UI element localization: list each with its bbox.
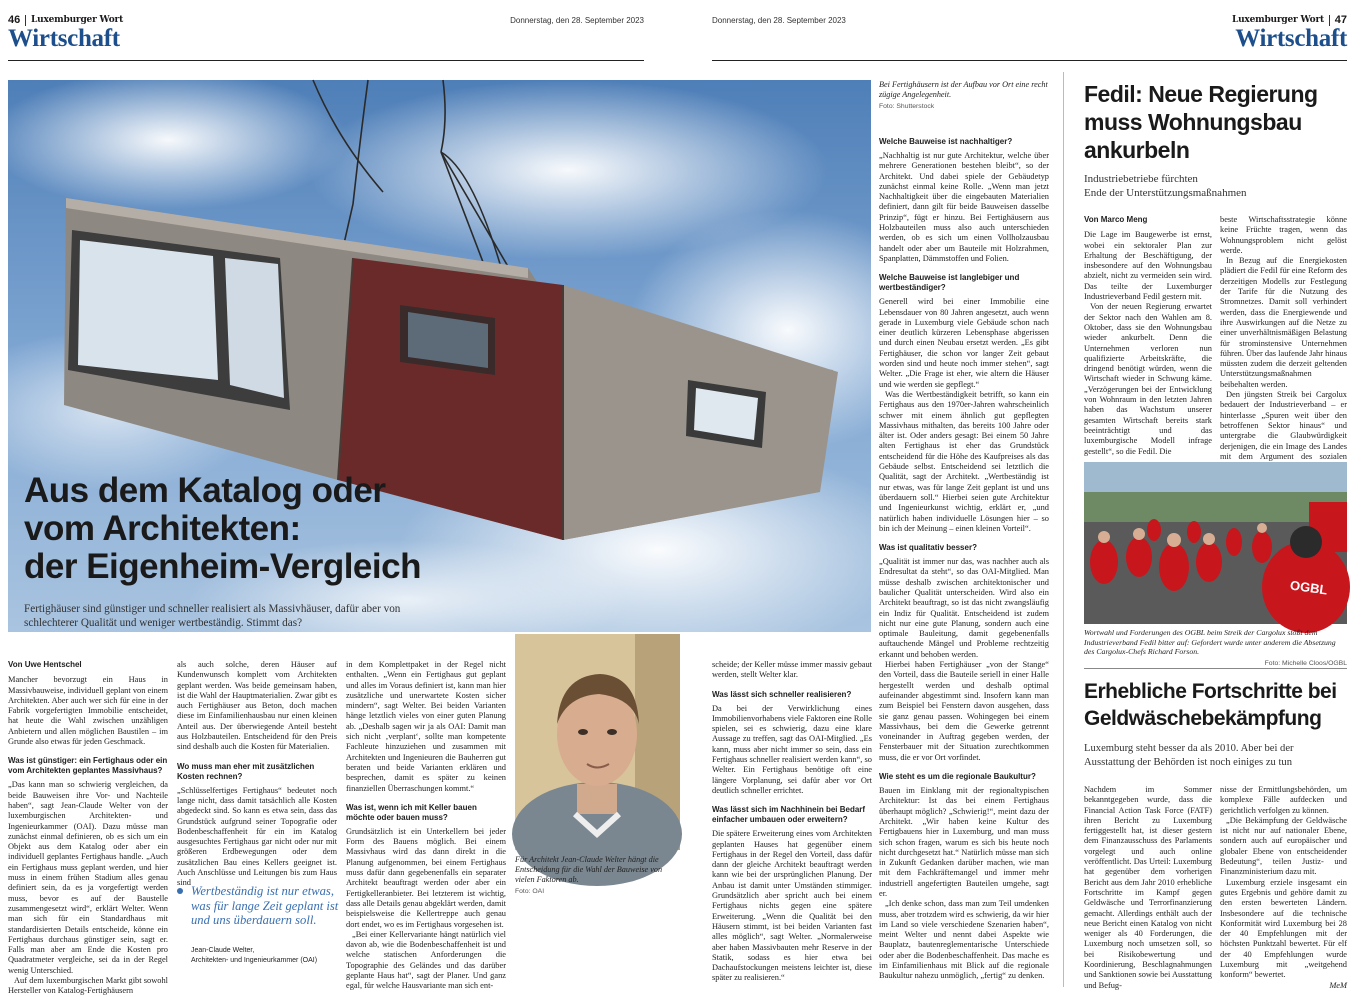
- right-masthead: Luxemburger Wort: [1231, 15, 1324, 25]
- subheading: Welche Bauweise ist langlebiger und wertbeständiger?: [879, 273, 1020, 293]
- gw-dek-line-1: Luxemburg steht besser da als 2010. Aber bei der: [1084, 743, 1294, 754]
- paragraph: Luxemburg erziele insgesamt ein gutes Ergebnis und gehöre damit zu den ersten bewerteten Ländern. Insbesondere auf die technische Konformität wird Luxemburg bei 28 der 40 Empfehlungen mit der höchsten Punktzahl bewertet. Für elf der 40 Empfehlungen wurde Luxemburg mit „weitgehend konform“ bewertet.: [1220, 877, 1347, 980]
- quote-text: Wertbeständig ist nur etwas, was für lange Zeit geplant ist und uns überdauern soll.: [191, 884, 339, 927]
- subheading: Was ist, wenn ich mit Keller bauen möchte oder bauen muss?: [346, 802, 477, 822]
- left-section-title: Wirtschaft: [8, 25, 120, 52]
- fedil-dek-line-2: Ende der Unterstützungsmaßnahmen: [1084, 187, 1247, 199]
- gw-dek-line-2: Ausstattung der Behörden ist noch einiges zu tun: [1084, 756, 1293, 768]
- fedil-headline-line-1: Fedil: Neue Regierung: [1084, 81, 1318, 107]
- paragraph: „Das kann man so schwierig vergleichen, da beide Bauweisen ihre Vor- und Nachteile haben“, sagt Jean-Claude Welter von der luxemburgischen Architekten- und Ingenieurkammer (OAI). Dazu müsse man zunächst einmal definieren, ob es sich um ein Objekt aus dem Katalog oder aber ein individuell geplantes Fertighaus handle. „Auch ein Fertighaus muss geplant werden, und hier muss in einem frühen Stadium alles genau definiert sein, da es ja vorgefertigt werden muss, bevor es auf der Baustelle zusammengesetzt wird“, erklärt Welter. Wenn man sich für ein Standardhaus mit standardisierten Details entscheide, könne ein Fertighaus durchaus günstiger sein, sagt er. Falls man aber am Ende die Kosten pro Quadratmeter vergleiche, sei da in der Regel wenig Unterschied.: [8, 780, 168, 975]
- left-page-number: 46: [8, 14, 21, 26]
- paragraph: „Ich denke schon, dass man zum Teil umdenken muss, aber trotzdem wird es schwierig, da wir hier im Land so viele verschiedene Szenarien haben“, meint Welter und nennt dabei Aspekte wie Bauplatz, bautenreglementarische Unterschiede oder aber die Bodenbeschaffenheit. Das mache es im Einfamilienhaus mit Blick auf die regionale Baukultur nahezu unmöglich, „fertig“ zu denken.: [879, 899, 1049, 981]
- paragraph: nisse der Ermittlungsbehörden, um komplexe Fälle aufdecken und gerichtlich verfolgen zu können.: [1220, 785, 1347, 815]
- fedil-dek-line-1: Industriebetriebe fürchten: [1084, 173, 1198, 185]
- quote-dot-icon: [177, 888, 183, 894]
- paragraph: Grundsätzlich ist ein Unterkellern bei jeder Form des Bauens möglich. Bei einem Massivhaus wird das dann direkt in die Planung aufgenommen, bei einem Fertighaus muss dafür dann gegebenenfalls ein separater Architekt beauftragt werden oder aber ein Fertigkelleranbieter. Bei letzterem ist wichtig, dass alle Details genau abgeklärt werden, damit beispielsweise die Kellertreppe auch genau dort endet, wo es im Fertighaus vorgesehen ist.: [346, 826, 506, 929]
- main-article-col-1: [8, 660, 168, 996]
- paragraph: In Bezug auf die Energiekosten plädiert die Fedil für eine Reform des derzeitigen Modells zur Festlegung der Tarife für die Nutzung des Stromnetzes. Damit soll verhindert werden, dass die Energiewende und ihre Auswirkungen auf die Netze zu einer unverhältnismäßigen Belastung für strominstensive Unternehmen führen. Über das laufende Jahr hinaus müssten zudem die derzeit geltenden Unterstützungsmaßnahmen beibehalten werden.: [1220, 256, 1347, 389]
- quote-author: Jean-Claude Welter,: [191, 947, 255, 954]
- main-dek: Fertighäuser sind günstiger und schneller realisiert als Massivhäuser, dafür aber von schlechterer Qualität und weniger wertbeständig. Stimmt das?: [24, 603, 401, 629]
- fedil-bottom-rule: [1084, 668, 1347, 669]
- paragraph: Generell wird bei einer Immobilie eine Lebensdauer von 80 Jahren angesetzt, auch wenn gerade in Luxemburg viele Gebäude schon nach einer deutlich kürzeren Lebensphase abgerissen und durch einen Neubau ersetzt werden. „Es gibt Fertighäuser, die schon vor langer Zeit gebaut worden sind und heute noch immer stehen“, sagt Welter. „Die Frage ist eher, wie altern die Häuser und wie werden sie gepflegt.“: [879, 297, 1049, 389]
- right-date: Donnerstag, den 28. September 2023: [712, 16, 846, 25]
- ogbl-photo-caption: [1084, 628, 1347, 668]
- right-page-header: [712, 12, 1347, 62]
- subheading: Wo muss man eher mit zusätzlichen Kosten rechnen?: [177, 761, 315, 781]
- ogbl-strike-illustration: [1084, 462, 1347, 624]
- main-byline: Von Uwe Hentschel: [8, 660, 82, 669]
- hero-photo-caption: [879, 80, 1049, 112]
- right-column-separator: [1063, 72, 1064, 987]
- col1-body: [8, 675, 168, 996]
- fedil-col-b-body: [1220, 215, 1347, 472]
- right-header-rule: [712, 60, 1347, 61]
- subheading: Welche Bauweise ist nachhaltiger?: [879, 137, 1013, 146]
- main-headline-line-3: der Eigenheim-Vergleich: [24, 547, 421, 586]
- paragraph: Die spätere Erweiterung eines vom Architekten geplanten Hauses hat gegenüber einem Fertighaus in der Regel den Vorteil, dass dafür dann der gleiche Architekt beauftragt werden kann wie bei der ursprünglichen Planung. Der Anbau ist damit unter Umständen stimmiger. Grundsätzlich aber spricht auch bei einem Fertighaus nichts gegen eine spätere Erweiterung. „Wenn die Qualität bei den Häusern stimmt, ist bei beiden Varianten fast alles möglich“, sagt Welter. „Normalerweise aber haben Massivbauten mehr Reserve in der Statik, sodass es hier etwa bei Dachaufstockungen meistens leichter ist, diese später zu realisieren.“: [712, 829, 872, 983]
- fedil-col-a-body: [1084, 230, 1212, 457]
- paragraph: „Die Bekämpfung der Geldwäsche ist nicht nur auf nationaler Ebene, sondern auch auf europäischer und globaler Ebene von entscheidender Bedeutung“, teilen Justiz- und Finanzministerium dazu mit.: [1220, 815, 1347, 877]
- subheading: Was lässt sich schneller realisieren?: [712, 689, 852, 699]
- main-headline: [24, 472, 624, 586]
- fedil-headline-line-2: muss Wohnungsbau: [1084, 109, 1302, 135]
- subheading: Was ist qualitativ besser?: [879, 543, 977, 553]
- pull-quote: [177, 884, 337, 984]
- col2-body: [177, 660, 337, 889]
- subheading: Was ist günstiger: ein Fertighaus oder ein vom Architekten geplantes Massivhaus?: [8, 756, 168, 776]
- portrait-caption-text: Für Architekt Jean-Claude Welter hängt die Entscheidung für die Wahl der Bauweise von vielen Faktoren ab.: [515, 855, 663, 884]
- gw-headline: [1084, 678, 1354, 732]
- main-article-col-4: [712, 660, 872, 985]
- col3-body: [346, 660, 506, 992]
- fedil-col-a: [1084, 215, 1212, 455]
- paragraph: in dem Komplettpaket in der Regel nicht enthalten. „Wenn ein Fertighaus gut geplant und alles im Voraus definiert ist, kann man hier zusätzliche und unerwartete Kosten sicher mindern“, sagt Welter. Bei beiden Varianten hänge letztlich vieles von einer guten Planung ab. „Deshalb sagen wir ja als OAI: Damit man sich nicht ‚verplant‘, sollte man kompetente Fachleute hinzuziehen und zusammen mit Architekten und Ingenieuren die Bauherren gut beraten und beide Varianten erklären und besprechen, damit es später zu keinen finanziellen Überraschungen kommt.“: [346, 660, 506, 793]
- portrait-credit: Foto: OAI: [515, 888, 545, 895]
- fedil-dek: [1084, 172, 1354, 200]
- fedil-headline: [1084, 80, 1354, 164]
- paragraph: Den jüngsten Streik bei Cargolux bedauert der Industrieverband – er hinterlasse „Spuren weit über den betroffenen Sektor hinaus“ und untergrabe die Glaubwürdigkeit derjenigen, die ein Image des Landes mit dem Argument des sozialen: [1220, 390, 1347, 461]
- paragraph: „Nachhaltig ist nur gute Architektur, welche über mehrere Generationen bestehen bleibt“, so der Architekt. Und dabei spiele der Gebäudetyp zunächst einmal keine Rolle. „Wenn man jetzt Nachhaltigkeit über die eingebauten Materialien definiert, dann gilt für beide Bauweisen dasselbe Prinzip“, fügt er hinzu. Bei Fertighäusern aus Holzbauteilen muss also auch unterschieden werden, ob es sich um einen Vollholzausbau handelt oder aber um Bauteile mit Holzrahmen, Spanplatten, Dämmstoffen und Folien.: [879, 151, 1049, 263]
- hero-caption-text: Bei Fertighäusern ist der Aufbau vor Ort eine recht zügige Angelegenheit.: [879, 80, 1048, 99]
- gw-col-a: [1084, 785, 1212, 990]
- paragraph: Bauen im Einklang mit der regionaltypischen Architektur: Ist das bei einem Fertighaus überhaupt möglich? „Schwierig!“, meint dazu der Architekt. „Wir haben keine Kultur des Fertigbauens hier in Luxemburg, und man muss sich schon fragen, warum es sich bis heute noch nicht durchgesetzt hat.“ Natürlich müsse man sich in Zukunft Gedanken darüber machen, wie man mit dem Fachkräftemangel und immer mehr industriell angefertigten Bauteilen umgehe, sagt er.: [879, 786, 1049, 898]
- hero-photo-credit: Foto: Shutterstock: [879, 103, 935, 110]
- main-headline-line-2: vom Architekten:: [24, 509, 301, 548]
- quote-role: Architekten- und Ingenieurkammer (OAI): [191, 957, 318, 964]
- paragraph: „Bei einer Kellervariante hängt natürlich viel davon ab, wie die Bodenbeschaffenheit ist und welche statischen Anforderungen die Topographie des Geländes und das darüber geplante Haus hat“, sagt der Planer. Und ganz egal, für welche Hausvariante man sich ent-: [346, 929, 506, 991]
- main-article-col-5: [879, 128, 1049, 985]
- col5-body: [879, 137, 1049, 982]
- gw-headline-line-2: Geldwäschebekämpfung: [1084, 707, 1322, 730]
- architect-portrait: [515, 634, 680, 850]
- paragraph: scheide; der Keller müsse immer massiv gebaut werden, stellt Welter klar.: [712, 660, 873, 680]
- fedil-headline-line-3: ankurbeln: [1084, 137, 1190, 163]
- left-date: Donnerstag, den 28. September 2023: [510, 16, 644, 25]
- paragraph: „Schlüsselfertiges Fertighaus“ bedeutet noch lange nicht, dass damit tatsächlich alle Kosten abgedeckt sind. So kann es etwa sein, dass das Grundstück aufgrund seiner Topografie oder Bodenbeschaffenheit für ein im Katalog ausgesuchtes Fertighaus gar nicht oder nur mit größeren Erdbewegungen oder dem zusätzlichen Bau eines Kellers geeignet ist. Auch Anschlüsse und Leitungen bis zum Haus sind: [177, 785, 337, 888]
- main-article-col-2: [177, 660, 337, 888]
- fedil-col-b: [1220, 215, 1347, 461]
- paragraph: Da bei der Verwirklichung eines Immobilienvorhabens viele Faktoren eine Rolle spielen, sei es schwierig, dazu eine klare Aussage zu treffen, sagt das OAI-Mitglied. „Es kann, muss aber nicht immer so sein, dass ein Fertighaus schneller realisiert werden kann“, so Welter. Ein Fertighaus benötige oft eine längere Vorplanung, sei dafür aber vor Ort deutlich schneller errichtet.: [712, 703, 873, 795]
- main-headline-line-1: Aus dem Katalog oder: [24, 471, 386, 510]
- left-masthead: Luxemburger Wort: [31, 15, 124, 25]
- paragraph: Die Lage im Baugewerbe ist ernst, wobei ein sektoraler Plan zur Erhaltung der Beschäftigung, der insbesondere auf den Wohnungsbau abzielt, nicht zu vermeiden sein wird. Das teilte der Luxemburger Industrieverband Fedil gestern mit.: [1084, 230, 1212, 302]
- gw-headline-line-1: Erhebliche Fortschritte bei: [1084, 680, 1337, 703]
- left-page-header: [8, 12, 644, 62]
- fedil-byline: Von Marco Meng: [1084, 215, 1148, 224]
- subheading: Wie steht es um die regionale Baukultur?: [879, 772, 1036, 782]
- paragraph: Mancher bevorzugt ein Haus in Massivbauweise, individuell geplant von einem Architekten. Aber auch wer sich für eine in der Fabrik vorgefertigten Immobilie entscheidet, hat heute die Wahl zwischen unzähligen Anbietern und allen möglichen Baustilen – im Grunde also etwas für jeden Geschmack.: [8, 675, 168, 747]
- ogbl-caption-text: Wortwahl und Forderungen des OGBL beim Streik der Cargolux stößt dem Industrieverband Fedil bitter auf: Gefordert wurde unter anderem die Absetzung des Cargolux-Chefs Richard Forson.: [1084, 628, 1336, 657]
- ogbl-photo-credit: Foto: Michelle Cloos/OGBL: [1264, 659, 1347, 667]
- subheading: Was lässt sich im Nachhinein bei Bedarf einfacher umbauen oder erweitern?: [712, 805, 866, 825]
- paragraph: Was die Wertbeständigkeit betrifft, so kann ein Fertighaus aus den 1970er-Jahren wahrscheinlich schwer mit einem ähnlich gut gepflegten Massivhaus mithalten, das bereits 100 Jahre oder älter ist. Oder anders gesagt: Bei einem 50 Jahre alten Fertighaus ist eher das Grundstück entscheidend für die Höhe des Kaufpreises als das Gebäude selbst. Entscheidend sei letztlich die Qualität, sagt der Architekt. „Wertbeständig ist nur etwas, was für lange Zeit geplant ist und uns überdauern soll.“ Hierbei seien gute Architektur und Ingenieurkunst wichtig, erklärt er, „und natürlich haben individuelle Lösungen hier – so bin ich der Meinung – einen kleinen Vorteil“.: [879, 389, 1049, 533]
- gw-dek: [1084, 742, 1354, 769]
- paragraph: Hierbei haben Fertighäuser „von der Stange“ den Vorteil, dass die Bauteile seriell in einer Halle hergestellt werden und deshalb optimal aufeinander abgestimmt sind. Insofern kann man zum Beispiel bei Fenstern davon ausgehen, dass sie ganz genau passen. Wohingegen bei einem Massivhaus, bei dem die Gewerke getrennt voneinander in Auftrag gegeben werden, der Fensterbauer mit der Situation zurechtkommen muss, die er vor Ort vorfindet.: [879, 660, 1049, 762]
- paragraph: „Qualität ist immer nur das, was nachher auch als Endresultat da steht“, so das OAI-Mitglied. Man müsse deshalb zwischen architektonischer und baulicher Qualität unterscheiden. Wird also ein Architekt beauftragt, so ist das nicht zwangsläufig ein Indiz für Qualität. Entscheidend ist zudem nicht nur eine gute Planung, sondern auch eine optimale Bauleitung, damit gegebenenfalls auftauchende Mängel und Probleme rechtzeitig erkannt und behoben werden.: [879, 557, 1049, 659]
- paragraph: als auch solche, deren Häuser auf Kundenwunsch komplett vom Architekten geplant werden. Was beide gemeinsam haben, ist die Wahl der Hauptmaterialien. Zwar gibt es auch Fertighäuser aus Beton, doch machen diese im Einfamilienhausbau nur einen kleinen Anteil aus. Der überwiegende Anteil besteht aus Holzbauteilen. Entscheidend für den Preis sind deshalb auch die Kosten für Materialien.: [177, 660, 337, 752]
- paragraph: Nachdem im Sommer bekanntgegeben wurde, dass die Financial Action Task Force (FATF) ihren Bericht zu Luxemburg fertiggestellt hat, ist dieser gestern dem Finanzausschuss des Parlaments vorgelegt und auch online veröffentlicht. Das Urteil: Luxemburg hat gegenüber dem vorherigen Bericht aus dem Jahr 2010 erhebliche Fortschritte im Kampf gegen Geldwäsche und Terrorfinanzierung gemacht. Allerdings enthält auch der neue Bericht einen Katalog von nicht weniger als 40 Forderungen, die Luxemburg noch umsetzen soll, so bei Risikobewertung und Koordinierung, Beschlagnahmungen und Sanktionen sowie bei Ausstattung und Befug-: [1084, 785, 1212, 990]
- gw-col-b: [1220, 785, 1347, 990]
- portrait-caption: [515, 855, 680, 897]
- gw-col-a-body: [1084, 785, 1212, 991]
- ogbl-vest-label: OGBL: [1289, 577, 1329, 598]
- right-page-number: 47: [1334, 14, 1347, 26]
- main-article-col-3: [346, 660, 506, 991]
- left-header-rule: [8, 60, 644, 61]
- gw-sign: MeM: [1329, 980, 1347, 990]
- paragraph: Von der neuen Regierung erwartet der Sektor nach den Wahlen am 8. Oktober, dass sie den Wohnungsbau wieder ankurbelt. Denn die Unternehmen verloren nun qualifizierte Arbeitskräfte, die dringend benötigt würden, wenn die Wirtschaft wieder in Schwung käme. „Verzögerungen bei der Entwicklung von Wohnraum in den letzten Jahren haben das Wachstum unserer gesamten Wirtschaft bereits stark beeinträchtigt und das luxemburgische Modell infrage gestellt“, so die Fedil. Die: [1084, 302, 1212, 456]
- gw-col-b-body: [1220, 785, 1347, 981]
- portrait-photo: [515, 634, 680, 850]
- col4-body: [712, 660, 872, 984]
- paragraph: Auf dem luxemburgischen Markt gibt sowohl Hersteller von Katalog-Fertighäusern: [8, 976, 168, 996]
- right-section-title: Wirtschaft: [1235, 25, 1347, 52]
- ogbl-photo: [1084, 462, 1347, 624]
- paragraph: beste Wirtschaftsstrategie könne keine Früchte tragen, wenn das Wohnungsproblem nicht gelöst werde.: [1220, 215, 1347, 255]
